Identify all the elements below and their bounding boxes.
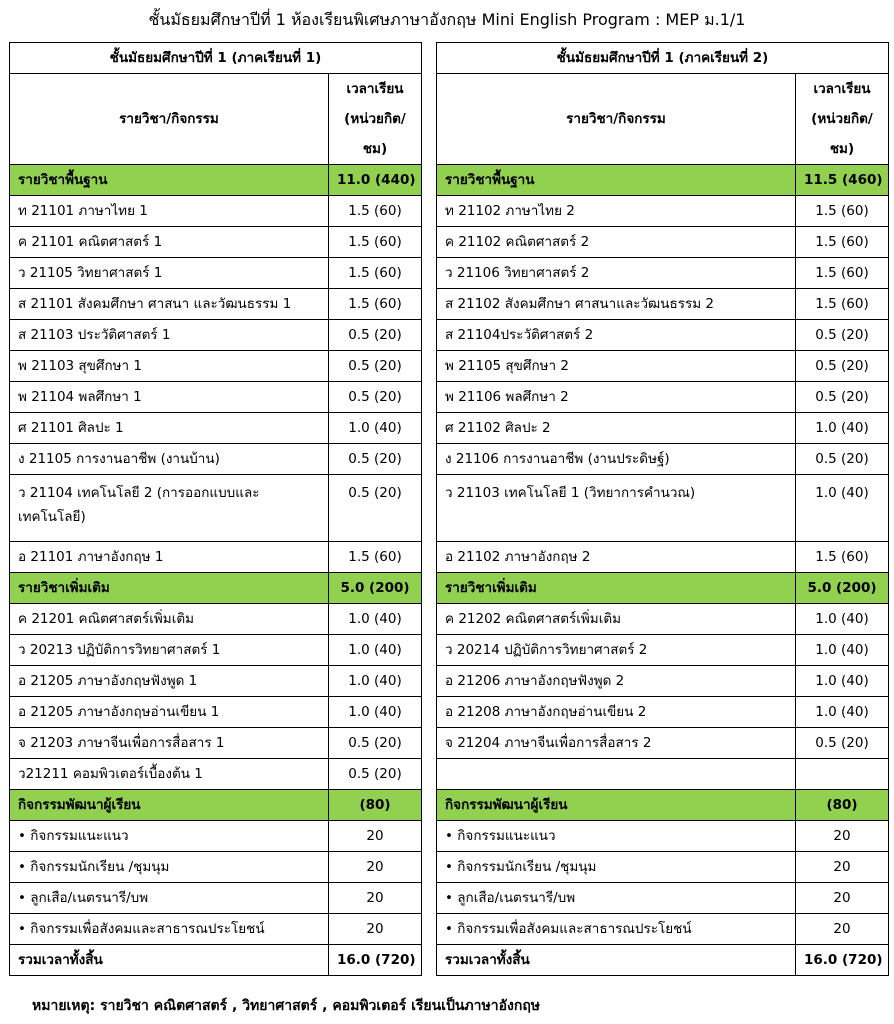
subject-hours: 1.5 (60) xyxy=(796,289,889,320)
subject-hours: 1.5 (60) xyxy=(796,258,889,289)
subject-row xyxy=(437,320,889,351)
subject-row xyxy=(437,728,889,759)
subject-row xyxy=(437,289,889,320)
subject-row xyxy=(437,258,889,289)
time-column-header: เวลาเรียน (หน่วยกิต/ชม) xyxy=(329,74,422,165)
activity-row xyxy=(10,821,422,852)
subject-hours: 1.0 (40) xyxy=(329,635,422,666)
subject-name: ว 21103 เทคโนโลยี 1 (วิทยาการคำนวณ) xyxy=(437,475,796,542)
subject-hours: 0.5 (20) xyxy=(796,320,889,351)
subject-name: ง 21105 การงานอาชีพ (งานบ้าน) xyxy=(10,444,329,475)
subject-row xyxy=(10,351,422,382)
subject-row xyxy=(437,444,889,475)
section-label: รายวิชาพื้นฐาน xyxy=(10,165,329,196)
subject-hours: 0.5 (20) xyxy=(796,728,889,759)
subject-name: อ 21205 ภาษาอังกฤษอ่านเขียน 1 xyxy=(10,697,329,728)
subject-hours: 1.5 (60) xyxy=(796,196,889,227)
section-label: รายวิชาเพิ่มเติม xyxy=(10,573,329,604)
subject-hours: 0.5 (20) xyxy=(796,382,889,413)
section-total: 11.5 (460) xyxy=(796,165,889,196)
subject-name: จ 21203 ภาษาจีนเพื่อการสื่อสาร 1 xyxy=(10,728,329,759)
activity-hours: 20 xyxy=(796,914,889,945)
activity-row xyxy=(437,821,889,852)
subject-row xyxy=(10,258,422,289)
subject-hours: 1.5 (60) xyxy=(796,542,889,573)
subject-row xyxy=(10,413,422,444)
subject-hours: 1.5 (60) xyxy=(329,289,422,320)
subject-name: จ 21204 ภาษาจีนเพื่อการสื่อสาร 2 xyxy=(437,728,796,759)
subject-hours: 1.5 (60) xyxy=(329,258,422,289)
subject-name: อ 21208 ภาษาอังกฤษอ่านเขียน 2 xyxy=(437,697,796,728)
subject-hours: 1.0 (40) xyxy=(329,697,422,728)
subject-row xyxy=(437,413,889,444)
section-basic-row xyxy=(10,165,422,196)
subject-hours: 1.0 (40) xyxy=(796,697,889,728)
activity-row xyxy=(437,914,889,945)
subject-name: ว 21105 วิทยาศาสตร์ 1 xyxy=(10,258,329,289)
subject-row xyxy=(10,666,422,697)
subject-name: ว21211 คอมพิวเตอร์เบื้องต้น 1 xyxy=(10,759,329,790)
subject-row xyxy=(437,475,889,542)
subject-name: ค 21202 คณิตศาสตร์เพิ่มเติม xyxy=(437,604,796,635)
subject-name: ส 21102 สังคมศึกษา ศาสนาและวัฒนธรรม 2 xyxy=(437,289,796,320)
section-label: รายวิชาเพิ่มเติม xyxy=(437,573,796,604)
activity-hours: 20 xyxy=(329,883,422,914)
semester-caption: ชั้นมัธยมศึกษาปีที่ 1 (ภาคเรียนที่ 1) xyxy=(10,43,422,74)
subject-name: พ 21104 พลศึกษา 1 xyxy=(10,382,329,413)
section-total: (80) xyxy=(796,790,889,821)
activity-hours: 20 xyxy=(796,883,889,914)
section-total: (80) xyxy=(329,790,422,821)
subject-hours: 0.5 (20) xyxy=(329,382,422,413)
grand-total-label: รวมเวลาทั้งสิ้น xyxy=(10,945,329,976)
footnote: หมายเหตุ: รายวิชา คณิตศาสตร์ , วิทยาศาสตร์ , คอมพิวเตอร์ เรียนเป็นภาษาอังกฤษ xyxy=(32,998,541,1014)
section-activity-row xyxy=(437,790,889,821)
grand-total-row xyxy=(437,945,889,976)
subject-name: ว 20213 ปฏิบัติการวิทยาศาสตร์ 1 xyxy=(10,635,329,666)
subject-row xyxy=(437,759,889,790)
section-label: กิจกรรมพัฒนาผู้เรียน xyxy=(10,790,329,821)
activity-name: • กิจกรรมเพื่อสังคมและสาธารณประโยชน์ xyxy=(437,914,796,945)
subject-hours: 1.0 (40) xyxy=(329,666,422,697)
subject-row xyxy=(10,320,422,351)
subject-name: พ 21106 พลศึกษา 2 xyxy=(437,382,796,413)
page-title: ชั้นมัธยมศึกษาปีที่ 1 ห้องเรียนพิเศษภาษาอังกฤษ Mini English Program : MEP ม.1/1 xyxy=(148,10,746,29)
subject-row xyxy=(10,697,422,728)
section-total: 11.0 (440) xyxy=(329,165,422,196)
subject-column-header: รายวิชา/กิจกรรม xyxy=(10,74,329,165)
semester-caption: ชั้นมัธยมศึกษาปีที่ 1 (ภาคเรียนที่ 2) xyxy=(437,43,889,74)
subject-name: ค 21102 คณิตศาสตร์ 2 xyxy=(437,227,796,258)
subject-row xyxy=(437,351,889,382)
section-activity-row xyxy=(10,790,422,821)
subject-name: ค 21101 คณิตศาสตร์ 1 xyxy=(10,227,329,258)
section-total: 5.0 (200) xyxy=(796,573,889,604)
subject-row xyxy=(10,289,422,320)
activity-row xyxy=(437,852,889,883)
activity-hours: 20 xyxy=(796,852,889,883)
subject-hours: 1.0 (40) xyxy=(796,475,889,542)
subject-name: ง 21106 การงานอาชีพ (งานประดิษฐ์) xyxy=(437,444,796,475)
activity-name: • กิจกรรมเพื่อสังคมและสาธารณประโยชน์ xyxy=(10,914,329,945)
subject-hours: 1.0 (40) xyxy=(796,635,889,666)
section-label: กิจกรรมพัฒนาผู้เรียน xyxy=(437,790,796,821)
subject-row xyxy=(10,196,422,227)
subject-column-header: รายวิชา/กิจกรรม xyxy=(437,74,796,165)
subject-hours: 1.5 (60) xyxy=(329,542,422,573)
subject-hours: 0.5 (20) xyxy=(796,351,889,382)
subject-hours: 1.0 (40) xyxy=(796,666,889,697)
subject-hours: 0.5 (20) xyxy=(329,351,422,382)
subject-row xyxy=(10,227,422,258)
subject-name: ศ 21101 ศิลปะ 1 xyxy=(10,413,329,444)
grand-total-value: 16.0 (720) xyxy=(796,945,889,976)
grand-total-label: รวมเวลาทั้งสิ้น xyxy=(437,945,796,976)
subject-row xyxy=(10,604,422,635)
grand-total-value: 16.0 (720) xyxy=(329,945,422,976)
activity-name: • กิจกรรมแนะแนว xyxy=(10,821,329,852)
subject-row xyxy=(10,475,422,542)
activity-name: • ลูกเสือ/เนตรนารี/บพ xyxy=(10,883,329,914)
subject-name: พ 21103 สุขศึกษา 1 xyxy=(10,351,329,382)
column-header-row xyxy=(437,74,889,165)
activity-hours: 20 xyxy=(329,821,422,852)
subject-hours: 0.5 (20) xyxy=(329,728,422,759)
activity-name: • ลูกเสือ/เนตรนารี/บพ xyxy=(437,883,796,914)
subject-name: อ 21205 ภาษาอังกฤษฟังพูด 1 xyxy=(10,666,329,697)
activity-row xyxy=(10,914,422,945)
subject-name: ว 21106 วิทยาศาสตร์ 2 xyxy=(437,258,796,289)
subject-hours: 0.5 (20) xyxy=(329,320,422,351)
subject-name: ว 21104 เทคโนโลยี 2 (การออกแบบและเทคโนโลยี) xyxy=(10,475,329,542)
subject-name: อ 21102 ภาษาอังกฤษ 2 xyxy=(437,542,796,573)
activity-hours: 20 xyxy=(329,852,422,883)
column-header-row xyxy=(10,74,422,165)
grand-total-row xyxy=(10,945,422,976)
subject-row xyxy=(437,382,889,413)
subject-name: ส 21104ประวัติศาสตร์ 2 xyxy=(437,320,796,351)
section-label: รายวิชาพื้นฐาน xyxy=(437,165,796,196)
activity-hours: 20 xyxy=(796,821,889,852)
activity-name: • กิจกรรมนักเรียน /ชุมนุม xyxy=(437,852,796,883)
subject-row xyxy=(10,759,422,790)
section-basic-row xyxy=(437,165,889,196)
semester-1-table xyxy=(9,42,422,976)
section-extra-row xyxy=(437,573,889,604)
time-column-header: เวลาเรียน (หน่วยกิต/ชม) xyxy=(796,74,889,165)
subject-row xyxy=(437,227,889,258)
semester-caption-row xyxy=(10,43,422,74)
subject-hours: 1.0 (40) xyxy=(796,604,889,635)
subject-hours: 0.5 (20) xyxy=(796,444,889,475)
semester-2-table xyxy=(436,42,889,976)
section-total: 5.0 (200) xyxy=(329,573,422,604)
activity-row xyxy=(10,883,422,914)
subject-hours: 1.0 (40) xyxy=(796,413,889,444)
subject-row xyxy=(10,542,422,573)
subject-row xyxy=(437,542,889,573)
subject-name: อ 21101 ภาษาอังกฤษ 1 xyxy=(10,542,329,573)
subject-name: พ 21105 สุขศึกษา 2 xyxy=(437,351,796,382)
subject-hours: 1.0 (40) xyxy=(329,604,422,635)
subject-row xyxy=(437,604,889,635)
subject-hours: 0.5 (20) xyxy=(329,444,422,475)
activity-name: • กิจกรรมนักเรียน /ชุมนุม xyxy=(10,852,329,883)
activity-row xyxy=(10,852,422,883)
subject-name: อ 21206 ภาษาอังกฤษฟังพูด 2 xyxy=(437,666,796,697)
subject-name: ส 21103 ประวัติศาสตร์ 1 xyxy=(10,320,329,351)
activity-row xyxy=(437,883,889,914)
subject-name: ค 21201 คณิตศาสตร์เพิ่มเติม xyxy=(10,604,329,635)
subject-row xyxy=(437,666,889,697)
subject-row xyxy=(10,728,422,759)
subject-hours: 0.5 (20) xyxy=(329,475,422,542)
subject-row xyxy=(10,635,422,666)
subject-row xyxy=(437,196,889,227)
subject-hours: 0.5 (20) xyxy=(329,759,422,790)
subject-row xyxy=(10,382,422,413)
activity-name: • กิจกรรมแนะแนว xyxy=(437,821,796,852)
semester-caption-row xyxy=(437,43,889,74)
subject-name xyxy=(437,759,796,790)
subject-name: ท 21101 ภาษาไทย 1 xyxy=(10,196,329,227)
subject-name: ท 21102 ภาษาไทย 2 xyxy=(437,196,796,227)
subject-hours: 1.0 (40) xyxy=(329,413,422,444)
subject-name: ว 20214 ปฏิบัติการวิทยาศาสตร์ 2 xyxy=(437,635,796,666)
subject-hours: 1.5 (60) xyxy=(796,227,889,258)
section-extra-row xyxy=(10,573,422,604)
subject-row xyxy=(10,444,422,475)
subject-name: ส 21101 สังคมศึกษา ศาสนา และวัฒนธรรม 1 xyxy=(10,289,329,320)
subject-row xyxy=(437,635,889,666)
subject-hours: 1.5 (60) xyxy=(329,196,422,227)
subject-name: ศ 21102 ศิลปะ 2 xyxy=(437,413,796,444)
subject-hours: 1.5 (60) xyxy=(329,227,422,258)
activity-hours: 20 xyxy=(329,914,422,945)
subject-row xyxy=(437,697,889,728)
subject-hours xyxy=(796,759,889,790)
